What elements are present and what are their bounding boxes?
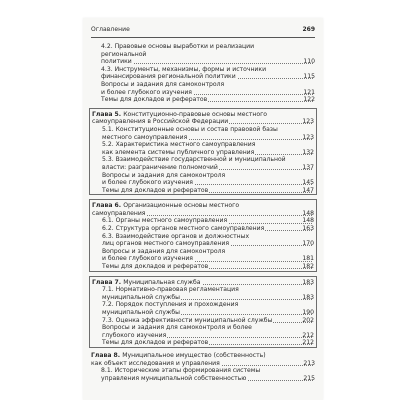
toc-entry bbox=[92, 324, 314, 339]
toc-entry-line: 4.3. Инструменты, механизмы, формы и источники bbox=[101, 65, 267, 73]
toc-entry bbox=[92, 126, 314, 141]
toc-page-number: 110 bbox=[303, 58, 315, 66]
toc-page-number: 212 bbox=[302, 331, 314, 339]
toc-entry-line: Вопросы и задания для самоконтроля bbox=[102, 171, 226, 179]
toc-page-number: 122 bbox=[303, 96, 315, 104]
page-number: 269 bbox=[302, 26, 315, 33]
toc-page-number: 148 bbox=[302, 209, 314, 217]
toc-entry-line: Вопросы и задания для самоконтроля и более bbox=[102, 324, 252, 332]
toc-chapter-entry bbox=[92, 279, 314, 287]
chapter-label: Глава 5. bbox=[92, 110, 124, 118]
toc-page-number: 145 bbox=[302, 179, 314, 187]
toc-entry-line: муниципальной службы bbox=[102, 294, 296, 302]
toc-chapter-block bbox=[89, 199, 317, 271]
toc-entry-line: Темы для докладов и рефератов bbox=[102, 187, 296, 195]
toc-entry-line: Вопросы и задания для самоконтроля bbox=[102, 247, 226, 255]
toc-entry bbox=[92, 187, 314, 195]
toc-entry bbox=[92, 233, 314, 248]
page-header bbox=[91, 25, 315, 38]
toc-entry bbox=[92, 141, 314, 156]
toc-entry-line: 5.3. Взаимодействие государственной и муниципальной bbox=[102, 156, 286, 164]
toc-page-number: 202 bbox=[302, 316, 314, 324]
toc-page-number: 137 bbox=[302, 163, 314, 171]
toc-chapter-entry bbox=[92, 202, 314, 217]
toc-entry-line: лиц органов местного самоуправления bbox=[102, 240, 296, 248]
toc-page-number: 115 bbox=[303, 73, 315, 81]
toc-entry-line: и более глубокого изучения bbox=[102, 255, 296, 263]
toc-entry-line: 5.1. Конституционные основы и состав правовой базы bbox=[102, 125, 278, 133]
chapter-label: Глава 7. bbox=[92, 278, 124, 286]
toc-page-number: 163 bbox=[302, 225, 314, 233]
toc-page-number: 215 bbox=[303, 374, 315, 382]
toc-entry-line: 6.1. Органы местного самоуправления bbox=[102, 217, 296, 225]
toc-chapter-block bbox=[89, 108, 317, 196]
toc-entry-line: и более глубокого изучения bbox=[101, 89, 297, 97]
toc-entry-line: 5.2. Характеристика местного самоуправления bbox=[102, 141, 256, 149]
toc-chapter-entry bbox=[91, 352, 315, 367]
toc-chapter-block bbox=[91, 352, 315, 382]
toc-page-number: 183 bbox=[302, 278, 314, 286]
toc-page-number: 148 bbox=[302, 217, 314, 225]
toc-entry-line: Глава 5. Конституционно-правовые основы местного bbox=[92, 110, 268, 118]
chapter-label: Глава 8. bbox=[91, 351, 123, 359]
toc-page-number: 182 bbox=[302, 263, 314, 271]
toc-entry bbox=[91, 81, 315, 96]
toc-entry-line: самоуправления bbox=[92, 210, 296, 218]
running-title: Оглавление bbox=[91, 26, 130, 33]
toc-entry bbox=[92, 339, 314, 347]
toc-entry-line: 7.2. Порядок поступления и прохождения bbox=[102, 301, 239, 309]
toc-entry-line: муниципальной службы bbox=[102, 309, 296, 317]
toc-entry-line: политики bbox=[101, 58, 297, 66]
toc-page-number: 123 bbox=[302, 118, 314, 126]
toc-page-number: 181 bbox=[302, 255, 314, 263]
toc-entry-line: 7.3. Оценка эффективности муниципальной службы bbox=[102, 317, 296, 325]
toc-entry-line: 6.3. Взаимодействие органов и должностных bbox=[102, 232, 250, 240]
toc-entry-line: Глава 8. Муниципальное имущество (собственность) bbox=[91, 351, 266, 359]
toc-entry bbox=[92, 301, 314, 316]
toc-entry-line: и более глубокого изучения bbox=[102, 179, 296, 187]
toc-entry-line: 6.2. Структура органов местного самоуправления bbox=[102, 225, 296, 233]
toc-entry-line: управления муниципальной собственностью bbox=[101, 375, 297, 383]
toc-entry-line: Темы для докладов и рефератов bbox=[102, 263, 296, 271]
table-of-contents bbox=[91, 43, 315, 382]
toc-page-number: 132 bbox=[302, 148, 314, 156]
toc-entry-line: 4.2. Правовые основы выработки и реализации региональной bbox=[101, 43, 255, 58]
toc-page-number: 183 bbox=[302, 293, 314, 301]
toc-entry bbox=[92, 317, 314, 325]
toc-page-number: 123 bbox=[302, 133, 314, 141]
toc-entry-line: самоуправления в Российской Федерации bbox=[92, 118, 296, 126]
toc-entry-line: Вопросы и задания для самоконтроля bbox=[101, 80, 225, 88]
toc-entry bbox=[92, 172, 314, 187]
toc-page-number: 121 bbox=[303, 88, 315, 96]
toc-entry-line: Темы для докладов и рефератов bbox=[102, 339, 296, 347]
toc-entry-line: власти: разграничение полномочий bbox=[102, 164, 296, 172]
toc-page-number: 212 bbox=[302, 339, 314, 347]
toc-entry bbox=[91, 367, 315, 382]
toc-entry-line: Глава 6. Организационные основы местного bbox=[92, 202, 240, 210]
toc-entry bbox=[92, 248, 314, 263]
toc-chapter-block bbox=[91, 43, 315, 104]
toc-entry bbox=[92, 263, 314, 271]
toc-page-number: 213 bbox=[303, 359, 315, 367]
toc-entry-line: Глава 7. Муниципальная служба bbox=[92, 279, 296, 287]
toc-chapter-block bbox=[89, 276, 317, 348]
toc-entry bbox=[91, 66, 315, 81]
toc-page-number: 170 bbox=[302, 240, 314, 248]
toc-entry-line: глубокого изучения bbox=[102, 332, 296, 340]
toc-page-number: 190 bbox=[302, 309, 314, 316]
toc-chapter-entry bbox=[92, 111, 314, 126]
chapter-label: Глава 6. bbox=[92, 202, 124, 210]
toc-entry-line: финансирования региональной политики bbox=[101, 73, 297, 81]
toc-page-number: 147 bbox=[302, 186, 314, 194]
toc-entry bbox=[91, 43, 315, 66]
toc-entry bbox=[92, 156, 314, 171]
toc-entry-line: как элемента системы публичного управления bbox=[102, 149, 296, 157]
toc-entry bbox=[92, 286, 314, 301]
toc-entry-line: местного самоуправления bbox=[102, 134, 296, 142]
book-page bbox=[83, 18, 323, 400]
toc-entry bbox=[92, 217, 314, 225]
toc-entry-line: как объект исследования и управления bbox=[91, 360, 297, 368]
toc-entry-line: 8.1. Исторические этапы формирования системы bbox=[101, 367, 261, 375]
toc-entry bbox=[92, 225, 314, 233]
toc-entry-line: 7.1. Нормативно-правовая регламентация bbox=[102, 286, 239, 294]
toc-entry bbox=[91, 96, 315, 104]
toc-entry-line: Темы для докладов и рефератов bbox=[101, 96, 297, 104]
